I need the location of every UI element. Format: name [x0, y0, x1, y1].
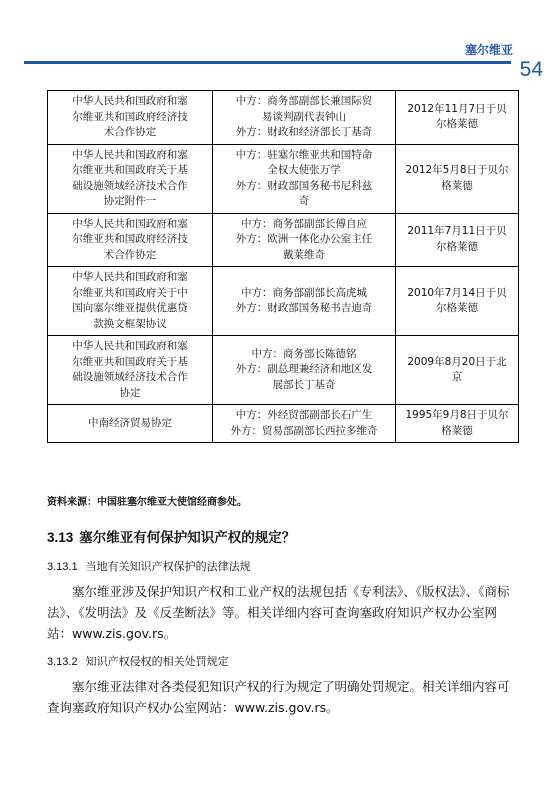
subsection-title: 知识产权侵权的相关处罚规定 — [85, 655, 229, 668]
cell-line: 国向塞尔维亚提供优惠贷 — [72, 302, 188, 314]
cell-line: 尔维亚共和国政府经济技 — [72, 110, 188, 123]
table-row — [48, 144, 519, 213]
cell-line: 2012年11月7日于贝 — [407, 102, 507, 115]
table-row — [48, 91, 519, 145]
cell-line: 中方：商务部长陈德铭 — [251, 347, 357, 360]
cell-line: 尔格莱德 — [436, 302, 478, 314]
cell-line: 中华人民共和国政府和塞 — [72, 340, 188, 352]
cell-line: 尔维亚共和国政府关于基 — [72, 355, 188, 368]
cell-line: 2009年8月20日于北 — [407, 355, 507, 368]
cell-line: 外方：欧洲一体化办公室主任 — [235, 233, 373, 245]
cell-line: 戴莱维奇 — [283, 248, 325, 261]
cell-line: 外方：副总理兼经济和地区发 — [235, 363, 373, 376]
cell-line: 中华人民共和国政府和塞 — [72, 217, 188, 230]
subsection-heading-2 — [47, 653, 229, 669]
cell-line: 1995年9月8日于贝尔 — [405, 409, 509, 421]
table-row — [48, 336, 519, 405]
cell-line: 外方：财政和经济部长丁基奇 — [235, 126, 373, 138]
cell-line: 2012年5月8日于贝尔 — [405, 164, 509, 176]
cell-line: 外方：贸易部副部长西拉多维奇 — [230, 424, 378, 437]
cell-line: 协定 — [119, 386, 141, 399]
cell-line: 2010年7月14日于贝 — [407, 286, 507, 299]
cell-line: 中方：商务部副部长傅自应 — [241, 217, 367, 230]
signatories-cell — [213, 267, 396, 336]
subsection-paragraph-1: 塞尔维亚涉及保护知识产权和工业产权的法规包括《专利法》、《版权法》、《商标法》、《发明法》及《反垄断法》等。相关详细内容可查询塞政府知识产权办公室网站：www.zis.gov.rs。 — [47, 584, 510, 641]
agreement-name-cell — [48, 405, 213, 443]
cell-line: 外方：财政部国务秘书尼科兹 — [235, 179, 373, 192]
running-header-title: 塞尔维亚 — [464, 43, 513, 57]
cell-line: 奇 — [298, 195, 310, 207]
cell-line: 础设施领域经济技术合作 — [72, 371, 188, 383]
agreement-name-cell — [48, 267, 213, 336]
subsection-paragraph-2: 塞尔维亚法律对各类侵犯知识产权的行为规定了明确处罚规定。相关详细内容可查询塞政府知识产权办公室网站：www.zis.gov.rs。 — [47, 679, 510, 715]
section-title-text: 塞尔维亚有何保护知识产权的规定？ — [79, 530, 296, 546]
table-row — [48, 267, 519, 336]
cell-line: 尔维亚共和国政府关于基 — [72, 164, 188, 176]
signatories-cell — [213, 144, 396, 213]
cell-line: 中方：商务部副部长兼国际贸 — [235, 95, 373, 107]
source-note: 资料来源：中国驻塞尔维亚大使馆经商参处。 — [47, 497, 247, 508]
cell-line: 尔格莱德 — [436, 240, 478, 253]
agreements-table — [47, 90, 519, 443]
table-row — [48, 405, 519, 443]
section-heading — [47, 526, 295, 546]
cell-line: 2011年7月11日于贝 — [407, 225, 507, 238]
cell-line: 外方：财政部国务秘书吉迪奇 — [235, 302, 373, 314]
cell-line: 款换文框架协议 — [93, 317, 167, 330]
subsection-title: 当地有关知识产权保护的法律法规 — [85, 560, 251, 573]
agreement-name-cell — [48, 91, 213, 145]
agreement-name-cell — [48, 336, 213, 405]
cell-line: 础设施领域经济技术合作 — [72, 179, 188, 192]
signing-date-cell — [396, 144, 519, 213]
signatories-cell — [213, 405, 396, 443]
cell-line: 格莱德 — [441, 424, 473, 437]
signing-date-cell — [396, 405, 519, 443]
signing-date-cell — [396, 267, 519, 336]
cell-line: 中南经济贸易协定 — [88, 416, 172, 429]
subsection-heading-1 — [47, 558, 251, 574]
agreement-name-cell — [48, 144, 213, 213]
cell-line: 中华人民共和国政府和塞 — [72, 148, 188, 161]
cell-line: 展部长丁基奇 — [272, 378, 336, 391]
signatories-cell — [213, 91, 396, 145]
header-rule — [24, 61, 511, 64]
cell-line: 尔维亚共和国政府经济技 — [72, 233, 188, 245]
signing-date-cell — [396, 336, 519, 405]
cell-line: 中方：外经贸部副部长石广生 — [235, 409, 373, 421]
signing-date-cell — [396, 213, 519, 267]
page-number: 54 — [519, 58, 543, 81]
signatories-cell — [213, 336, 396, 405]
cell-line: 京 — [451, 371, 463, 383]
cell-line: 术合作协定 — [103, 248, 157, 261]
subsection-number: 3.13.2 — [47, 656, 78, 668]
agreement-name-cell — [48, 213, 213, 267]
section-number: 3.13 — [47, 530, 74, 545]
signing-date-cell — [396, 91, 519, 145]
subsection-number: 3.13.1 — [47, 561, 78, 573]
cell-line: 全权大使张万学 — [267, 164, 341, 176]
cell-line: 中华人民共和国政府和塞 — [72, 271, 188, 283]
cell-line: 中方：商务部副部长高虎城 — [241, 286, 367, 299]
cell-line: 格莱德 — [441, 179, 473, 192]
table-row — [48, 213, 519, 267]
cell-line: 中方：驻塞尔维亚共和国特命 — [235, 148, 373, 161]
cell-line: 尔维亚共和国政府关于中 — [72, 286, 188, 299]
cell-line: 协定附件一 — [103, 195, 157, 207]
cell-line: 尔格莱德 — [436, 118, 478, 131]
cell-line: 术合作协定 — [103, 126, 157, 138]
signatories-cell — [213, 213, 396, 267]
cell-line: 中华人民共和国政府和塞 — [72, 95, 188, 107]
cell-line: 易谈判副代表钟山 — [262, 110, 346, 123]
